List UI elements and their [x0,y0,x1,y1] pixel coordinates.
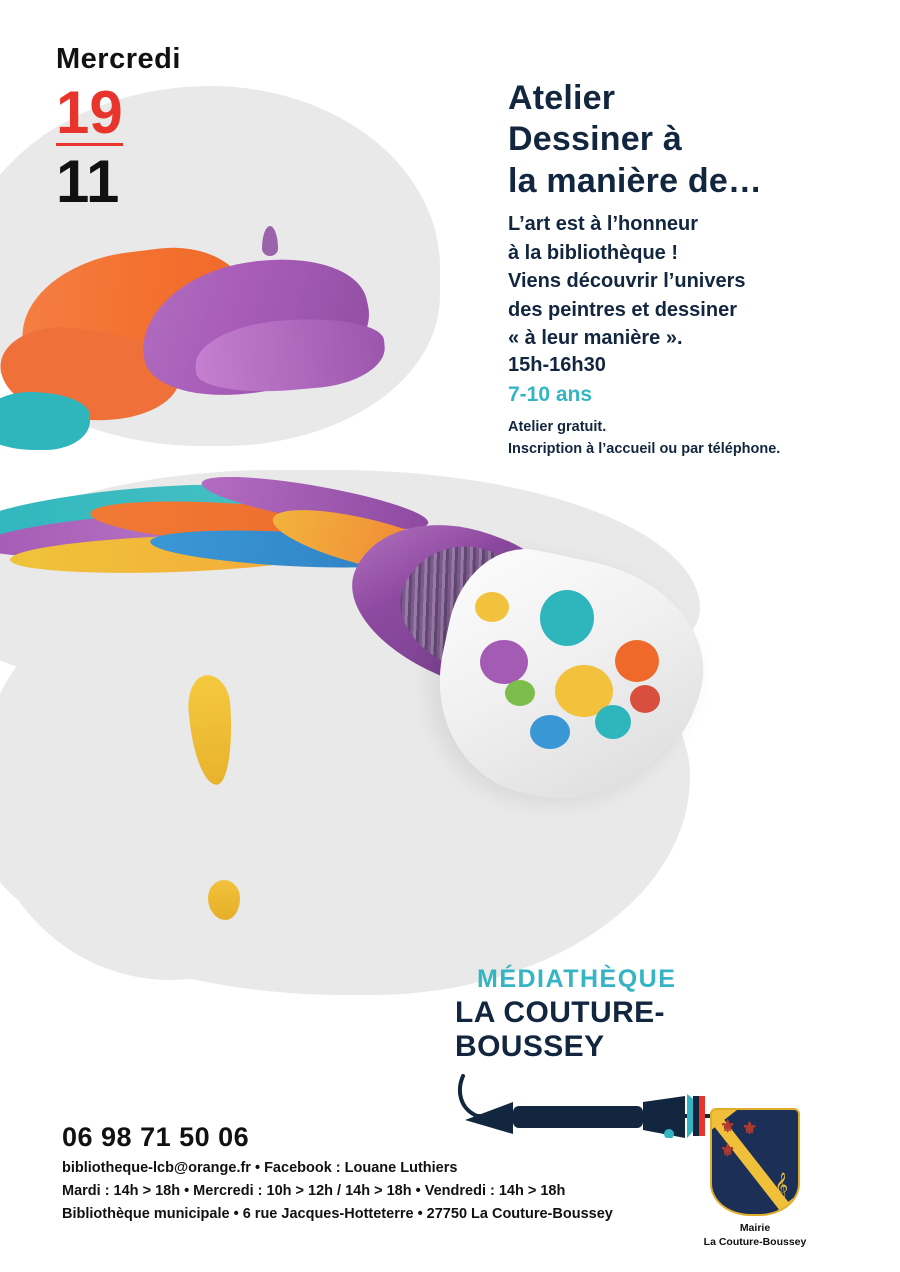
coat-of-arms-icon: ⚜ ⚜ ⚜ 𝄞 [710,1108,800,1216]
date-day: 19 [56,78,123,146]
opening-hours: Mardi : 14h > 18h • Mercredi : 10h > 12h / 14h > 18h • Vendredi : 14h > 18h [62,1183,566,1199]
event-description [508,210,868,352]
event-title [508,78,868,202]
paintbrush [330,520,700,840]
logo-main-text: LA COUTURE-BOUSSEY [455,996,665,1063]
crest-label-line-1: Mairie [739,1222,771,1234]
event-description-line-2: à la bibliothèque ! [508,241,679,264]
event-description-line-5: « à leur manière ». [508,326,683,349]
event-notes [508,417,868,461]
event-note-registration: Inscription à l’accueil ou par téléphone. [508,441,781,458]
event-note-free: Atelier gratuit. [508,419,607,436]
event-details [508,78,868,461]
date-weekday: Mercredi [56,43,181,75]
date-month: 11 [56,147,120,215]
event-time: 15h-16h30 [508,354,606,377]
event-title-line-2: Dessiner à [508,120,682,159]
event-description-line-3: Viens découvrir l’univers [508,270,746,293]
address-line: Bibliothèque municipale • 6 rue Jacques-Hotteterre • 27750 La Couture-Boussey [62,1206,613,1222]
event-title-line-3: la manière de… [508,161,763,200]
crest-label [690,1222,820,1249]
event-description-line-1: L’art est à l’honneur [508,213,699,236]
town-crest [690,1108,820,1249]
crest-label-line-2: La Couture-Boussey [703,1235,807,1248]
yellow-paint-dab-small [208,880,240,920]
event-description-line-4: des peintres et dessiner [508,298,737,321]
contact-line: bibliotheque-lcb@orange.fr • Facebook : Louane Luthiers [62,1160,458,1176]
event-age-range: 7-10 ans [508,383,593,407]
logo-top-text: MÉDIATHÈQUE [477,965,677,993]
phone-number: 06 98 71 50 06 [62,1122,250,1152]
event-date [56,43,181,215]
teal-paint-blob [0,392,90,450]
event-title-line-1: Atelier [508,79,616,117]
footer-contact [62,1122,682,1222]
